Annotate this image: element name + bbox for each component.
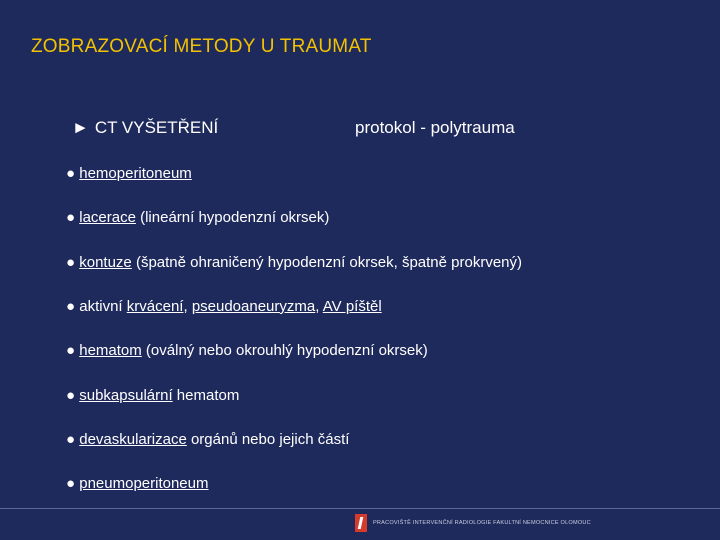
linked-term[interactable]: pneumoperitoneum [79, 475, 209, 493]
subheading-label: CT VYŠETŘENÍ [94, 118, 219, 137]
arrow-bullet-icon: ► [72, 118, 89, 137]
list-item [66, 165, 192, 182]
linked-term[interactable]: kontuze [79, 253, 132, 271]
linked-term[interactable]: pseudoaneuryzma [191, 297, 316, 315]
list-item [66, 387, 239, 404]
bullet-icon: ● [66, 430, 80, 448]
list-item [66, 209, 329, 226]
footer-text: PRACOVIŠTĚ INTERVENČNÍ RADIOLOGIE FAKULTNÍ NEMOCNICE OLOMOUC [373, 520, 591, 526]
item-text: (oválný nebo okrouhlý hypodenzní okrsek) [141, 342, 428, 360]
item-text: , [315, 297, 323, 315]
item-text: (špatně ohraničený hypodenzní okrsek, špatně prokrvený) [131, 253, 523, 271]
list-item [66, 254, 522, 271]
linked-term[interactable]: lacerace [79, 209, 136, 227]
slide-title: ZOBRAZOVACÍ METODY U TRAUMAT [31, 36, 372, 57]
item-text: (lineární hypodenzní okrsek) [135, 209, 330, 227]
institution-logo-icon [355, 514, 367, 532]
list-item [66, 475, 209, 492]
item-text: orgánů nebo jejich částí [186, 430, 350, 448]
protocol-label: protokol - polytrauma [355, 118, 515, 137]
linked-term[interactable]: subkapsulární [79, 386, 173, 404]
linked-term[interactable]: AV píštěl [322, 297, 382, 315]
footer [355, 513, 591, 533]
bullet-icon: ● [66, 386, 80, 404]
footer-divider [0, 508, 720, 509]
item-text: hematom [172, 386, 240, 404]
bullet-icon: ● [66, 209, 80, 227]
bullet-icon: ● [66, 475, 80, 493]
linked-term[interactable]: hematom [79, 342, 142, 360]
item-text: aktivní [79, 297, 127, 315]
bullet-icon: ● [66, 253, 80, 271]
linked-term[interactable]: hemoperitoneum [79, 165, 192, 182]
list-item [66, 342, 428, 359]
subheading [72, 118, 218, 138]
bullet-icon: ● [66, 165, 80, 182]
bullet-icon: ● [66, 342, 80, 360]
bullet-icon: ● [66, 297, 80, 315]
list-item [66, 298, 382, 315]
linked-term[interactable]: krvácení [126, 297, 184, 315]
item-text: , [183, 297, 192, 315]
linked-term[interactable]: devaskularizace [79, 430, 187, 448]
list-item [66, 431, 349, 448]
